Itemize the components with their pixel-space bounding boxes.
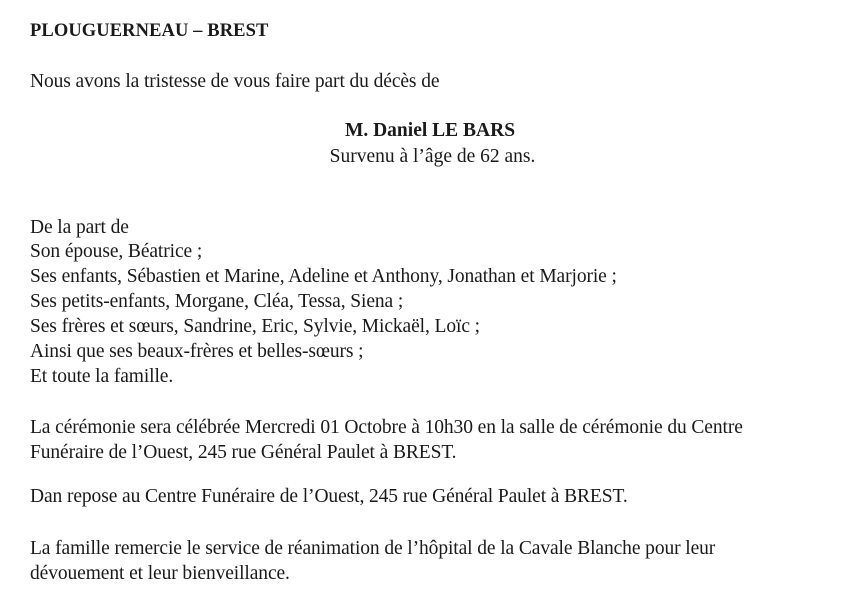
family-line: Et toute la famille. — [30, 366, 174, 387]
deceased-name: M. Daniel LE BARS — [344, 120, 516, 141]
thanks-line: dévouement et leur bienveillance. — [30, 563, 290, 584]
family-line: Ses enfants, Sébastien et Marine, Adeline et Anthony, Jonathan et Marjorie ; — [30, 266, 617, 287]
family-line: Ses frères et sœurs, Sandrine, Eric, Sylvie, Mickaël, Loïc ; — [30, 316, 480, 337]
repose-line: Dan repose au Centre Funéraire de l’Ouest, 245 rue Général Paulet à BREST. — [30, 486, 628, 507]
family-line: Son épouse, Béatrice ; — [30, 241, 203, 262]
family-line: Ainsi que ses beaux-frères et belles-sœurs ; — [30, 341, 364, 362]
family-line: Ses petits-enfants, Morgane, Cléa, Tessa, Siena ; — [30, 291, 404, 312]
thanks-line: La famille remercie le service de réanimation de l’hôpital de la Cavale Blanche pour leur — [30, 538, 716, 559]
intro-text: Nous avons la tristesse de vous faire part du décès de — [30, 71, 440, 92]
ceremony-line: La cérémonie sera célébrée Mercredi 01 Octobre à 10h30 en la salle de cérémonie du Centre — [30, 417, 743, 438]
family-heading: De la part de — [30, 217, 129, 238]
document-title: PLOUGUERNEAU – BREST — [30, 21, 269, 41]
age-line: Survenu à l’âge de 62 ans. — [329, 146, 536, 167]
ceremony-line: Funéraire de l’Ouest, 245 rue Général Paulet à BREST. — [30, 442, 457, 463]
